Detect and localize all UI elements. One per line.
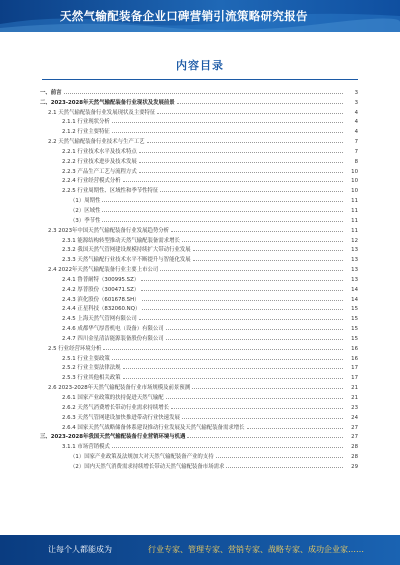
toc-entry[interactable] — [40, 401, 358, 411]
toc-leader-dots — [160, 190, 343, 192]
toc-leader-dots — [171, 230, 343, 232]
toc-entry[interactable] — [40, 106, 358, 116]
toc-entry[interactable] — [40, 450, 358, 460]
toc-page-number: 23 — [351, 404, 358, 411]
toc-entry-title: （3）季节性 — [70, 217, 101, 224]
toc-page-number: 11 — [351, 207, 358, 214]
toc-entry-title: 2.6.2 天然气消费增长带动行业需求持续增长 — [62, 404, 170, 411]
toc-leader-dots — [226, 466, 343, 468]
toc-leader-dots — [192, 387, 343, 389]
toc-entry[interactable] — [40, 244, 358, 254]
toc-entry[interactable] — [40, 460, 358, 470]
toc-entry[interactable] — [40, 145, 358, 155]
toc-page-number: 11 — [351, 198, 358, 205]
toc-entry-title: （2）区域性 — [70, 207, 101, 214]
toc-page-number: 14 — [351, 296, 358, 303]
toc-entry-title: 三、2023-2028年我国天然气输配装备行业营销环境与机遇 — [40, 434, 186, 441]
toc-leader-dots — [142, 308, 343, 310]
toc-leader-dots — [166, 328, 343, 330]
toc-page-number: 17 — [351, 365, 358, 372]
toc-page-number: 15 — [351, 335, 358, 342]
toc-leader-dots — [112, 131, 343, 133]
toc-entry-title: 3.1.1 市场营销模式 — [62, 444, 110, 451]
toc-entry[interactable] — [40, 263, 358, 273]
toc-page-number: 13 — [351, 267, 358, 274]
toc-entry-title: 2.4.4 正星科技（832060.NQ） — [62, 306, 141, 313]
toc-leader-dots — [171, 407, 343, 409]
toc-heading: 内容目录 — [176, 59, 224, 72]
toc-entry[interactable] — [40, 116, 358, 126]
toc-entry-title: 2.5 行业经营环境分析 — [48, 345, 102, 352]
toc-page-number: 7 — [354, 148, 358, 155]
toc-page-number: 4 — [354, 129, 358, 136]
toc-leader-dots — [182, 240, 343, 242]
toc-entry-title: 2.1 天然气输配装备行业发展现状及主要特征 — [48, 109, 156, 116]
toc-entry-title: （1）国家产业政策及法规加大对天然气输配装备产业的支持 — [70, 454, 214, 461]
toc-page-number: 15 — [351, 326, 358, 333]
toc-page-number: 15 — [351, 306, 358, 313]
toc-entry[interactable] — [40, 411, 358, 421]
toc-leader-dots — [102, 200, 343, 202]
toc-entry[interactable] — [40, 224, 358, 234]
toc-entry-title: 2.2.1 行业技术水平及技术特点 — [62, 148, 137, 155]
toc-entry-title: 2.5.3 行业其他相关政策 — [62, 375, 121, 382]
toc-entry[interactable] — [40, 303, 358, 313]
toc-entry-title: 2.5.1 行业主要政策 — [62, 355, 110, 362]
toc-leader-dots — [112, 358, 343, 360]
toc-leader-dots — [64, 92, 343, 94]
toc-page-number: 13 — [351, 276, 358, 283]
footer-slogan: 让每个人都能成为 — [48, 545, 112, 554]
toc-page-number: 21 — [351, 385, 358, 392]
toc-entry[interactable] — [40, 421, 358, 431]
toc-page-number: 16 — [351, 355, 358, 362]
toc-leader-dots — [187, 436, 343, 438]
toc-leader-dots — [139, 151, 343, 153]
toc-page-number: 11 — [351, 217, 358, 224]
toc-entry[interactable] — [40, 273, 358, 283]
toc-entry[interactable] — [40, 381, 358, 391]
toc-entry-title: 2.3.3 天然气输配行业技术水平不断提升与智能化发展 — [62, 257, 191, 264]
toc-entry[interactable] — [40, 332, 358, 342]
toc-page-number: 13 — [351, 257, 358, 264]
toc-entry[interactable] — [40, 431, 358, 441]
toc-entry[interactable] — [40, 214, 358, 224]
toc-page-number: 14 — [351, 286, 358, 293]
toc-page-number: 21 — [351, 395, 358, 401]
toc-leader-dots — [193, 259, 343, 261]
toc-entry-title: 2.5.2 行业主要法律法规 — [62, 365, 121, 372]
toc-entry[interactable] — [40, 440, 358, 450]
toc-page-number: 28 — [351, 444, 358, 451]
toc-page-number: 10 — [351, 168, 358, 175]
toc-page-number: 29 — [351, 463, 358, 470]
toc-leader-dots — [141, 289, 343, 291]
toc-page-number: 10 — [351, 178, 358, 185]
toc-leader-dots — [166, 397, 343, 399]
toc-leader-dots — [182, 417, 343, 419]
toc-entry-title: 2.1.1 行业现状分析 — [62, 119, 110, 126]
toc-entry-title: 2.6.4 国家天然气战略储备体系建设推动行业发展及天然气输配装备需求增长 — [62, 424, 245, 431]
toc-page-number: 4 — [354, 109, 358, 116]
toc-entry-title: 2.2.3 产品生产工艺与流程方式 — [62, 168, 137, 175]
toc-leader-dots — [177, 102, 343, 104]
toc-entry-title: 二、2023-2028年天然气输配装备行业现状及发展前景 — [40, 99, 175, 106]
toc-entry-title: 2.4.1 鲁普耐特（300995.SZ） — [62, 276, 140, 283]
toc-entry[interactable] — [40, 175, 358, 185]
toc-entry-title: 2.4.5 上海天然气管网有限公司 — [62, 316, 137, 323]
header-banner — [0, 0, 400, 32]
toc-leader-dots — [166, 338, 343, 340]
toc-leader-dots — [102, 220, 343, 222]
toc-entry[interactable] — [40, 96, 358, 106]
toc-leader-dots — [141, 279, 343, 281]
toc-entry[interactable] — [40, 86, 358, 96]
toc-entry[interactable] — [40, 155, 358, 165]
toc-page-number: 3 — [354, 99, 358, 106]
toc-entry-title: 2.6 2023-2028年天然气输配装备行业市场规模及前景预测 — [48, 385, 191, 392]
toc-entry-title: 2.4.7 四川金星清洁能源装备股份有限公司 — [62, 335, 164, 342]
toc-entry[interactable] — [40, 391, 358, 401]
toc-leader-dots — [102, 210, 343, 212]
toc-entry[interactable] — [40, 342, 358, 352]
toc-page-number: 24 — [351, 414, 358, 421]
toc-entry-title: 2.4.6 成都华气厚普机电（设备）有限公司 — [62, 326, 164, 333]
toc-entry[interactable] — [40, 362, 358, 372]
toc-page-number: 27 — [351, 424, 358, 431]
toc-entry-title: 2.3.1 能源结构转型推动天然气输配装备需求增长 — [62, 237, 180, 244]
toc-entry[interactable] — [40, 312, 358, 322]
toc-leader-dots — [247, 427, 343, 429]
toc-leader-dots — [123, 367, 343, 369]
toc-entry[interactable] — [40, 371, 358, 381]
toc-entry[interactable] — [40, 352, 358, 362]
toc-entry[interactable] — [40, 322, 358, 332]
toc-page-number: 13 — [351, 247, 358, 254]
toc-entry-title: 2.3.2 我国天然气管网建设规模持续扩大带动行业发展 — [62, 247, 191, 254]
toc-entry[interactable] — [40, 253, 358, 263]
toc-leader-dots — [112, 446, 343, 448]
toc-leader-dots — [139, 318, 343, 320]
toc-entry-title: 2.6.1 国家产业政策的扶持促进天然气输配 — [62, 395, 164, 401]
toc-page-number: 15 — [351, 316, 358, 323]
toc-entry-title: 2.2.5 行业周期性、区域性和季节性特征 — [62, 188, 159, 195]
toc-page-number: 16 — [351, 345, 358, 352]
toc-entry-title: 2.4 2022年天然气输配装备行业主要上市公司 — [48, 267, 159, 274]
toc-page-number: 11 — [351, 227, 358, 234]
table-of-contents — [40, 86, 358, 470]
toc-entry-title: 2.6.3 天然气管网建设加快推进带动行业快速发展 — [62, 414, 180, 421]
toc-entry-title: 2.4.2 厚普股份（300471.SZ） — [62, 286, 140, 293]
toc-entry-title: （2）国内天然气消费需求持续增长带动天然气输配装备市场需求 — [70, 463, 225, 470]
footer-expert-list: 行业专家、管理专家、营销专家、战略专家、成功企业家…… — [148, 545, 364, 554]
toc-leader-dots — [147, 141, 343, 143]
toc-entry[interactable] — [40, 283, 358, 293]
toc-entry-title: 2.2.2 行业技术进步及技术发展 — [62, 158, 137, 165]
toc-entry[interactable] — [40, 184, 358, 194]
toc-leader-dots — [160, 269, 343, 271]
toc-leader-dots — [139, 161, 343, 163]
toc-entry-title: 2.4.3 滨化股份（601678.SH） — [62, 296, 140, 303]
report-title: 天然气输配装备企业口碑营销引流策略研究报告 — [60, 9, 308, 23]
toc-page-number: 28 — [351, 454, 358, 461]
toc-entry-title: 一、前言 — [40, 89, 62, 96]
toc-entry[interactable] — [40, 165, 358, 175]
toc-entry-title: 2.3 2023年中国天然气输配装备行业发展趋势分析 — [48, 227, 170, 234]
toc-entry-title: （1）周期性 — [70, 198, 101, 205]
toc-entry[interactable] — [40, 234, 358, 244]
toc-leader-dots — [157, 112, 343, 114]
toc-page-number: 4 — [354, 119, 358, 126]
toc-entry[interactable] — [40, 194, 358, 204]
toc-leader-dots — [103, 348, 343, 350]
toc-page-number: 12 — [351, 237, 358, 244]
toc-entry-title: 2.2.4 行业经营模式分析 — [62, 178, 121, 185]
toc-leader-dots — [123, 377, 343, 379]
toc-page-number: 27 — [351, 434, 358, 441]
toc-leader-dots — [112, 121, 343, 123]
toc-leader-dots — [142, 299, 343, 301]
toc-entry[interactable] — [40, 204, 358, 214]
toc-leader-dots — [193, 249, 343, 251]
toc-entry[interactable] — [40, 135, 358, 145]
toc-entry[interactable] — [40, 293, 358, 303]
toc-divider — [42, 79, 358, 80]
toc-page-number: 10 — [351, 188, 358, 195]
toc-leader-dots — [139, 171, 343, 173]
footer-banner — [0, 535, 400, 565]
toc-entry-title: 2.1.2 行业主要特征 — [62, 129, 110, 136]
toc-entry[interactable] — [40, 125, 358, 135]
toc-page-number: 3 — [354, 89, 358, 96]
toc-page-number: 7 — [354, 139, 358, 146]
toc-leader-dots — [216, 456, 343, 458]
toc-entry-title: 2.2 天然气输配装备行业技术与生产工艺 — [48, 139, 145, 146]
toc-page-number: 8 — [354, 158, 358, 165]
toc-page-number: 17 — [351, 375, 358, 382]
toc-leader-dots — [123, 180, 343, 182]
